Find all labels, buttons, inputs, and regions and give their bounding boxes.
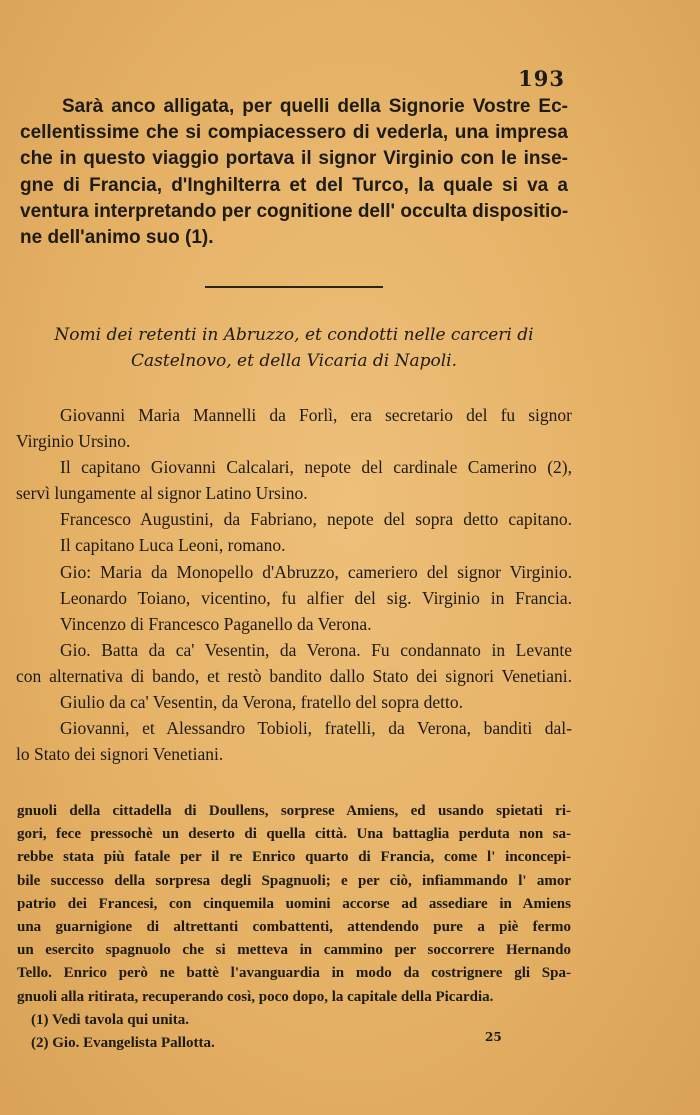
text-line: gne di Francia, d'Inghilterra et del Turco, la quale si va a xyxy=(20,174,568,196)
footnote: (1) Vedi tavola qui unita. xyxy=(31,1011,189,1028)
list-line: con alternativa di bando, et restò bandito dallo Stato dei signori Venetiani. xyxy=(16,665,572,686)
note-line: bile successo della sorpresa degli Spagnuoli; e per ciò, infiammando l' amor xyxy=(17,872,571,889)
list-line: Giovanni, et Alessandro Tobioli, fratelli, da Verona, banditi dal- xyxy=(60,718,572,739)
list-line: lo Stato dei signori Venetiani. xyxy=(16,744,224,765)
list-line: Giulio da ca' Vesentin, da Verona, fratello del sopra detto. xyxy=(60,692,463,713)
list-line: servì lungamente al signor Latino Ursino. xyxy=(16,483,308,504)
list-line: Leonardo Toiano, vicentino, fu alfier del sig. Virginio in Francia. xyxy=(60,587,572,608)
note-line: gori, fece pressochè un deserto di quella città. Una battaglia perduta non sa- xyxy=(17,826,571,843)
section-heading xyxy=(20,322,568,374)
list-line: Giovanni Maria Mannelli da Forlì, era secretario del fu signor xyxy=(60,405,572,425)
intro-paragraph xyxy=(20,94,568,251)
text-line: cellentissime che si compiacessero di vederla, una impresa xyxy=(20,122,568,144)
heading-line: Nomi dei retenti in Abruzzo, et condotti nelle carceri di xyxy=(54,325,534,345)
page-number: 193 xyxy=(518,66,565,91)
text-line: che in questo viaggio portava il signor Virginio con le inse- xyxy=(20,148,568,170)
text-line: ventura interpretando per cognitione dell' occulta dispositio- xyxy=(20,200,569,222)
footnote: (2) Gio. Evangelista Pallotta. xyxy=(31,1035,215,1052)
footnotes-block xyxy=(17,800,571,1055)
list-line: Il capitano Luca Leoni, romano. xyxy=(60,535,286,556)
note-line: un esercito spagnuolo che si metteva in cammino per soccorrere Hernando xyxy=(17,942,571,959)
text-line: Sarà anco alligata, per quelli della Signorie Vostre Ec- xyxy=(62,96,568,117)
text-line: ne dell'animo suo (1). xyxy=(20,227,214,249)
names-list xyxy=(16,402,572,767)
note-line: una guarnigione di altrettanti combattenti, attendendo pure a piè fermo xyxy=(17,919,571,936)
list-line: Vincenzo di Francesco Paganello da Verona. xyxy=(60,613,372,634)
signature-mark: 25 xyxy=(485,1030,502,1044)
note-line: rebbe stata più fatale per il re Enrico quarto di Francia, come l' inconcepi- xyxy=(17,849,571,866)
section-divider xyxy=(205,286,383,288)
list-line: Virginio Ursino. xyxy=(16,431,131,452)
list-line: Gio. Batta da ca' Vesentin, da Verona. Fu condannato in Levante xyxy=(60,639,572,660)
note-line: patrio dei Francesi, con cinquemila uomini accorse ad assediare in Amiens xyxy=(17,895,571,912)
heading-line: Castelnovo, et della Vicaria di Napoli. xyxy=(131,351,457,371)
note-line: gnuoli della cittadella di Doullens, sorprese Amiens, ed usando spietati ri- xyxy=(17,803,571,819)
note-line: Tello. Enrico però ne battè l'avanguardia in modo da costrignere gli Spa- xyxy=(17,965,571,982)
list-line: Gio: Maria da Monopello d'Abruzzo, cameriero del signor Virginio. xyxy=(60,561,572,582)
note-line: gnuoli alla ritirata, recuperando così, poco dopo, la capitale della Picardia. xyxy=(17,988,494,1005)
list-line: Francesco Augustini, da Fabriano, nepote del sopra detto capitano. xyxy=(60,509,572,530)
list-line: Il capitano Giovanni Calcalari, nepote del cardinale Camerino (2), xyxy=(60,457,572,478)
